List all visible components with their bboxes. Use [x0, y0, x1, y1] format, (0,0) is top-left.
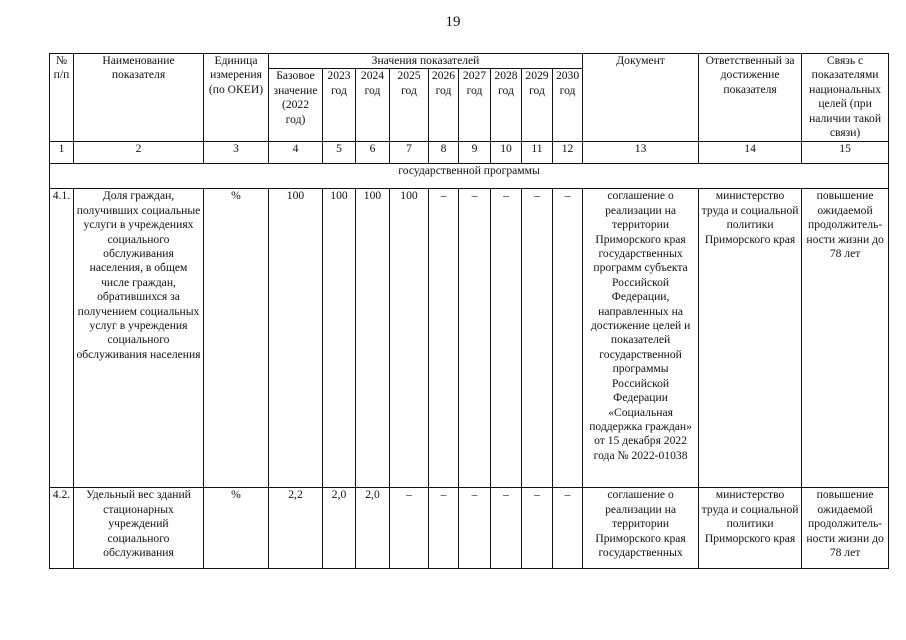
header-2025: 2025 год	[390, 69, 429, 142]
row-unit: %	[204, 189, 269, 488]
column-number: 13	[583, 142, 699, 164]
column-number: 14	[699, 142, 802, 164]
column-number: 2	[74, 142, 204, 164]
row-link: повышение ожидаемой продолжитель-ности жизни до 78 лет	[802, 189, 889, 488]
column-number: 12	[553, 142, 583, 164]
header-link: Связь с показателями национальных целей (при наличии такой связи)	[802, 54, 889, 142]
row-document: соглашение о реализации на территории Приморского края государственных программ субъекта Российской Федерации, направленных на достижение целей и показателей государственной программы Российской Федерации «Социальная поддержка граждан» от 15 декабря 2022 года № 2022-01038	[583, 189, 699, 488]
header-row	[50, 54, 889, 69]
row-link: повышение ожидаемой продолжитель-ности жизни до 78 лет	[802, 488, 889, 569]
row-num: 4.2.	[50, 488, 74, 569]
row-2023: 2,0	[323, 488, 356, 569]
row-2030: –	[553, 488, 583, 569]
column-number: 10	[491, 142, 522, 164]
section-row	[50, 164, 889, 189]
column-number: 15	[802, 142, 889, 164]
header-2028: 2028 год	[491, 69, 522, 142]
row-2029: –	[522, 488, 553, 569]
column-number: 8	[429, 142, 459, 164]
row-name: Доля граждан, получивших социальные услуги в учреждениях социального обслуживания населения, в общем числе граждан, обратившихся за получением социальных услуг в учреждения социального обслуживания населения	[74, 189, 204, 488]
column-number: 11	[522, 142, 553, 164]
row-num: 4.1.	[50, 189, 74, 488]
row-2024: 100	[356, 189, 390, 488]
column-number: 4	[269, 142, 323, 164]
header-unit: Единица измерения (по ОКЕИ)	[204, 54, 269, 142]
column-numbers-row	[50, 142, 889, 164]
row-2026: –	[429, 189, 459, 488]
column-number: 1	[50, 142, 74, 164]
header-2026: 2026 год	[429, 69, 459, 142]
row-2024: 2,0	[356, 488, 390, 569]
row-responsible: министерство труда и социальной политики Приморского края	[699, 488, 802, 569]
header-num: № п/п	[50, 54, 74, 142]
header-name: Наименование показателя	[74, 54, 204, 142]
row-2023: 100	[323, 189, 356, 488]
header-2027: 2027 год	[459, 69, 491, 142]
column-number: 5	[323, 142, 356, 164]
header-responsible: Ответственный за достижение показателя	[699, 54, 802, 142]
row-name: Удельный вес зданий стационарных учреждений социального обслуживания	[74, 488, 204, 569]
row-2025: –	[390, 488, 429, 569]
header-2030: 2030 год	[553, 69, 583, 142]
table-row	[50, 488, 889, 569]
row-2025: 100	[390, 189, 429, 488]
row-document: соглашение о реализации на территории Приморского края государственных	[583, 488, 699, 569]
header-base: Базовое значение (2022 год)	[269, 69, 323, 142]
row-2030: –	[553, 189, 583, 488]
column-number: 9	[459, 142, 491, 164]
row-2027: –	[459, 488, 491, 569]
row-unit: %	[204, 488, 269, 569]
header-2023: 2023 год	[323, 69, 356, 142]
row-2029: –	[522, 189, 553, 488]
page-number: 19	[445, 14, 461, 30]
row-2028: –	[491, 189, 522, 488]
header-2029: 2029 год	[522, 69, 553, 142]
table-row	[50, 189, 889, 488]
column-number: 7	[390, 142, 429, 164]
row-2027: –	[459, 189, 491, 488]
row-base: 2,2	[269, 488, 323, 569]
row-base: 100	[269, 189, 323, 488]
section-title: государственной программы	[50, 164, 889, 189]
column-number: 3	[204, 142, 269, 164]
row-2028: –	[491, 488, 522, 569]
row-responsible: министерство труда и социальной политики Приморского края	[699, 189, 802, 488]
header-document: Документ	[583, 54, 699, 142]
row-2026: –	[429, 488, 459, 569]
header-2024: 2024 год	[356, 69, 390, 142]
column-number: 6	[356, 142, 390, 164]
header-values-group: Значения показателей	[269, 54, 583, 69]
indicators-table	[49, 53, 889, 569]
